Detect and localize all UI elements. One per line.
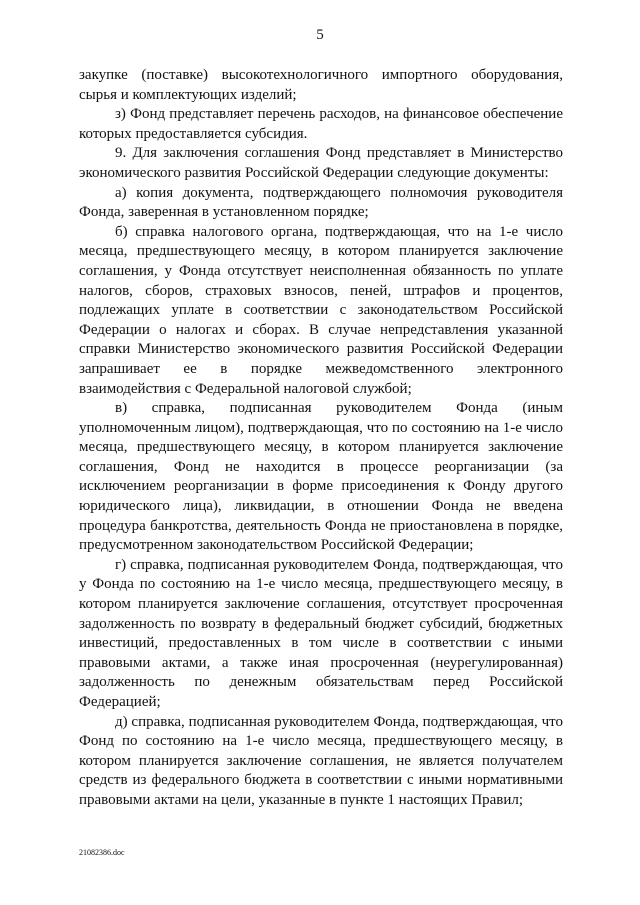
paragraph-item-v: в) справка, подписанная руководителем Фонда (иным уполномоченным лицом), подтверждающая, что по состоянию на 1-е число месяца, предшествующего месяцу, в котором планируется заключение соглашения, Фонд не находится в процессе реорганизации (за исключением реорганизации в форме присоединения к Фонду другого юридического лица), ликвидации, в отношении Фонда не введена процедура банкротства, деятельность Фонда не приостановлена в порядке, предусмотренном законодательством Российской Федерации;	[79, 400, 563, 554]
paragraph-continuation: закупке (поставке) высокотехнологичного импортного оборудования, сырья и комплектующих изделий;	[79, 67, 563, 103]
paragraph-item-b: б) справка налогового органа, подтверждающая, что на 1-е число месяца, предшествующего месяцу, в котором планируется заключение соглашения, у Фонда отсутствует неисполненная обязанность по уплате налогов, сборов, страховых взносов, пеней, штрафов и процентов, подлежащих уплате в соответствии с законодательством Российской Федерации о налогах и сборах. В случае непредставления указанной справки Министерство экономического развития Российской Федерации запрашивает ее в порядке межведомственного электронного взаимодействия с Федеральной налоговой службой;	[79, 223, 563, 397]
paragraph-item-d: д) справка, подписанная руководителем Фонда, подтверждающая, что Фонд по состоянию на 1-е число месяца, предшествующего месяцу, в котором планируется заключение соглашения, не является получателем средств из федерального бюджета в соответствии с иными нормативными правовыми актами на цели, указанные в пункте 1 настоящих Правил;	[79, 713, 563, 808]
document-body	[79, 66, 563, 811]
paragraph-section-9: 9. Для заключения соглашения Фонд представляет в Министерство экономического развития Российской Федерации следующие документы:	[79, 145, 563, 181]
paragraph-item-a: а) копия документа, подтверждающего полномочия руководителя Фонда, заверенная в установленном порядке;	[79, 184, 563, 221]
paragraph-item-g: г) справка, подписанная руководителем Фонда, подтверждающая, что у Фонда по состоянию на 1-е число месяца, предшествующего месяцу, в котором планируется заключение соглашения, отсутствует просроченная задолженность по возврату в федеральный бюджет субсидий, бюджетных инвестиций, предоставленных в том числе в соответствии с иными правовыми актами, а также иная просроченная (неурегулированная) задолженность по денежным обязательствам перед Российской Федерацией;	[79, 556, 563, 710]
footer-file-code: 21082386.doc	[79, 848, 125, 857]
page-number: 5	[316, 27, 324, 43]
paragraph-item-z: з) Фонд представляет перечень расходов, на финансовое обеспечение которых предоставляется субсидия.	[79, 106, 563, 142]
